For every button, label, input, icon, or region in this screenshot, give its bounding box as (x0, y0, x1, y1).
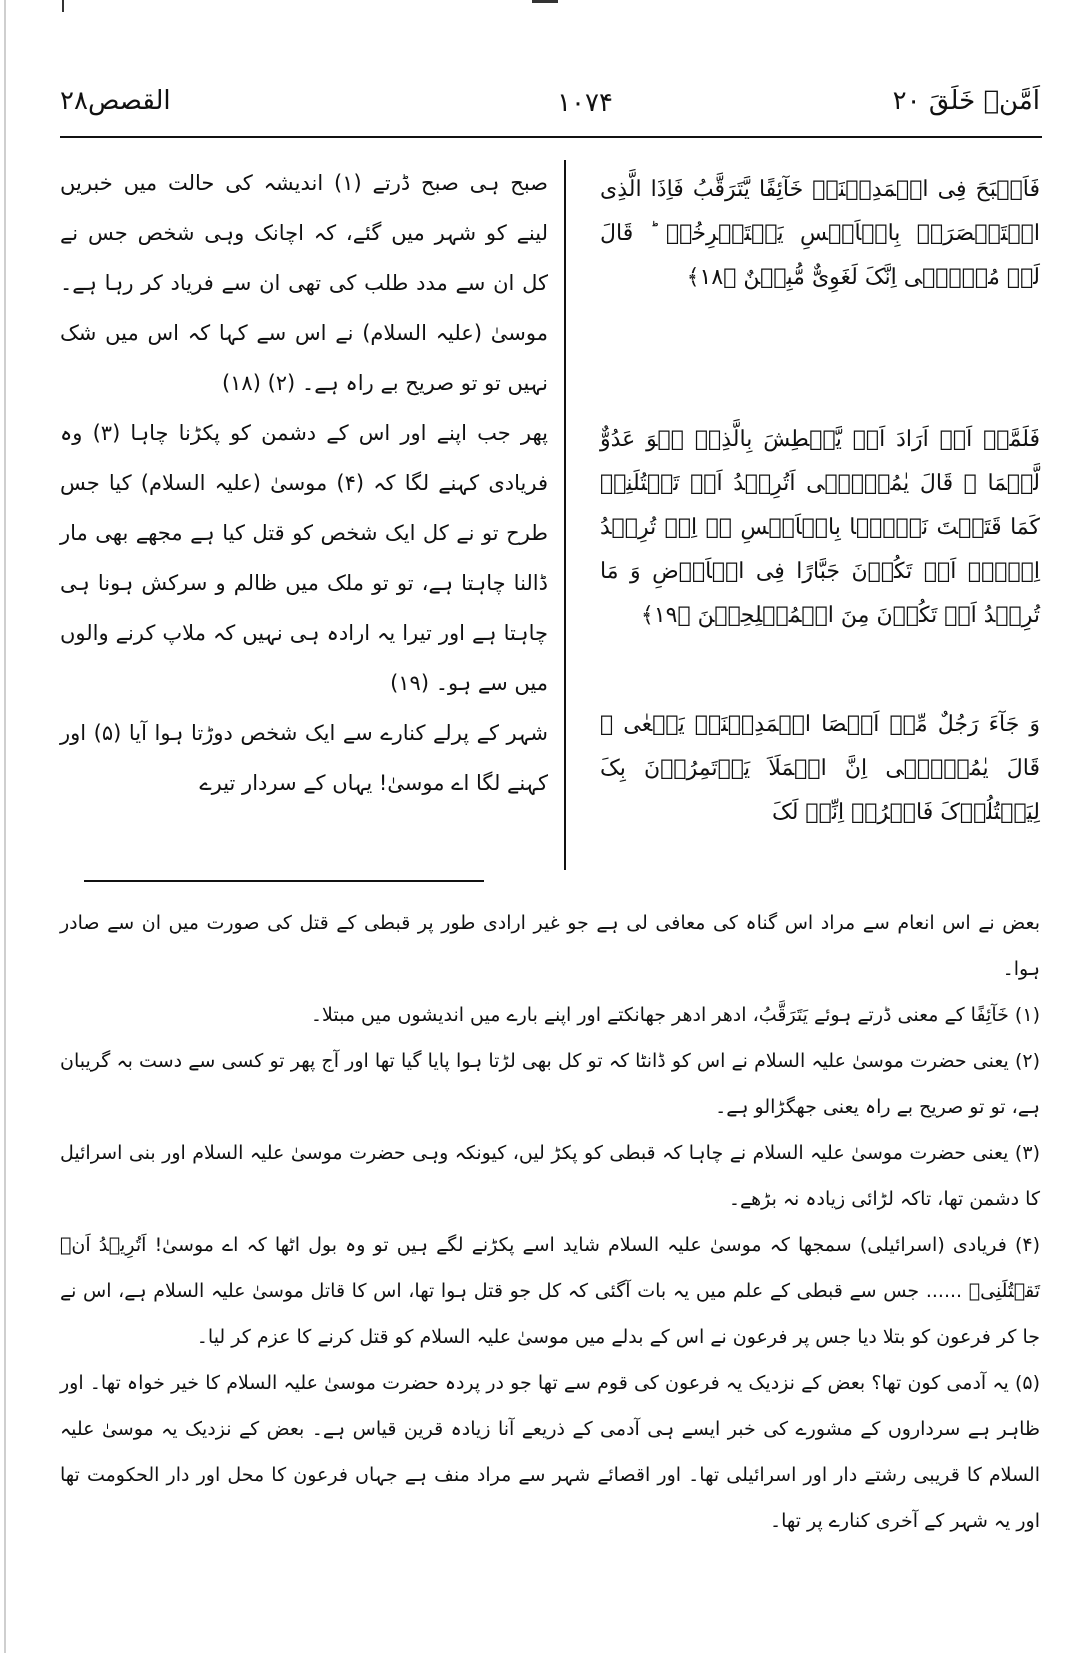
column-divider (564, 160, 566, 870)
footnote-1: (۱) خَآئِفًا کے معنی ڈرتے ہوئے یَتَرَقَّبُ، ادھر ادھر جھانکتے اور اپنے بارے میں اندیشوں میں مبتلا۔ (310, 1004, 1040, 1026)
para-name: اَمَّنۡ خَلَقَ ۲۰ (892, 86, 1040, 116)
page-number: ۱۰۷۴ (557, 88, 613, 118)
ayah-18: فَاَصۡبَحَ فِی الۡمَدِیۡنَۃِ خَآئِفًا یَّتَرَقَّبُ فَاِذَا الَّذِی اسۡتَنۡصَرَہٗ بِالۡاَمۡسِ یَسۡتَصۡرِخُہٗ ؕ قَالَ لَہٗ مُوۡسٰۤی اِنَّکَ لَغَوِیٌّ مُّبِیۡنٌ ﴿۱۸﴾ (600, 177, 1040, 290)
page-header (60, 86, 1040, 130)
footnote-rule (84, 880, 484, 882)
ayah-20: وَ جَآءَ رَجُلٌ مِّنۡ اَقۡصَا الۡمَدِیۡنَۃِ یَسۡعٰی ۫ قَالَ یٰمُوۡسٰۤی اِنَّ الۡمَلَاَ یَاۡتَمِرُوۡنَ بِکَ لِیَقۡتُلُوۡکَ فَاخۡرُجۡ اِنِّیۡ لَکَ (600, 712, 1040, 825)
page-edge (4, 0, 6, 1653)
footnote-3: (۳) یعنی حضرت موسیٰ علیہ السلام نے چاہا کہ قبطی کو پکڑ لیں، کیونکہ وہی حضرت موسیٰ علیہ السلام اور بنی اسرائیل کا دشمن تھا، تاکہ لڑائی زیادہ نہ بڑھے۔ (60, 1142, 1040, 1210)
top-crop-mark (532, 0, 558, 3)
footnote-5: (۵) یہ آدمی کون تھا؟ بعض کے نزدیک یہ فرعون کی قوم سے تھا جو در پردہ حضرت موسیٰ علیہ السلام کا خیر خواہ تھا۔ اور ظاہر ہے سرداروں کے مشورے کی خبر ایسے ہی آدمی کے ذریعے آنا زیادہ قرین قیاس ہے۔ بعض کے نزدیک یہ موسیٰ علیہ السلام کا قریبی رشتے دار اور اسرائیلی تھا۔ اور اقصائے شہر سے مراد منف ہے جہاں فرعون کا محل اور دار الحکومت تھا اور یہ شہر کے آخری کنارے پر تھا۔ (60, 1372, 1040, 1532)
footnote-2: (۲) یعنی حضرت موسیٰ علیہ السلام نے اس کو ڈانٹا کہ تو کل بھی لڑتا ہوا پایا گیا تھا اور آج پھر تو کسی سے دست بہ گریبان ہے، تو تو صریح بے راہ یعنی جھگڑالو ہے۔ (60, 1050, 1040, 1118)
footnote-intro: بعض نے اس انعام سے مراد اس گناہ کی معافی لی ہے جو غیر ارادی طور پر قبطی کے قتل کی صورت میں ان سے صادر ہوا۔ (60, 912, 1040, 980)
header-rule (60, 136, 1042, 138)
top-crop-mark-left (62, 0, 64, 12)
footnote-4: (۴) فریادی (اسرائیلی) سمجھا کہ موسیٰ علیہ السلام شاید اسے پکڑنے لگے ہیں تو وہ بول اٹھا کہ اے موسیٰ! اَتُرِیۡدُ اَنۡ تَقۡتُلَنِیۡ ...... جس سے قبطی کے علم میں یہ بات آگئی کہ کل جو قتل ہوا تھا، اس کا قاتل موسیٰ علیہ السلام ہے، اس نے جا کر فرعون کو بتلا دیا جس پر فرعون نے اس کے بدلے میں موسیٰ علیہ السلام کو قتل کرنے کا عزم کر لیا۔ (60, 1234, 1040, 1348)
translation-19: پھر جب اپنے اور اس کے دشمن کو پکڑنا چاہا (۳) وہ فریادی کہنے لگا کہ (۴) موسیٰ (علیہ السلام) کیا جس طرح تو نے کل ایک شخص کو قتل کیا ہے مجھے بھی مار ڈالنا چاہتا ہے، تو تو ملک میں ظالم و سرکش ہونا ہی چاہتا ہے اور تیرا یہ ارادہ ہی نہیں کہ ملاپ کرنے والوں میں سے ہو۔ (۱۹) (60, 421, 548, 695)
ayah-19: فَلَمَّاۤ اَنۡ اَرَادَ اَنۡ یَّبۡطِشَ بِالَّذِیۡ ہُوَ عَدُوٌّ لَّہُمَا ۙ قَالَ یٰمُوۡسٰۤی اَتُرِیۡدُ اَنۡ تَقۡتُلَنِیۡ کَمَا قَتَلۡتَ نَفۡسًۢا بِالۡاَمۡسِ ٭ۖ اِنۡ تُرِیۡدُ اِلَّاۤ اَنۡ تَکُوۡنَ جَبَّارًا فِی الۡاَرۡضِ وَ مَا تُرِیۡدُ اَنۡ تَکُوۡنَ مِنَ الۡمُصۡلِحِیۡنَ ﴿۱۹﴾ (600, 427, 1040, 628)
translation-column (60, 158, 548, 808)
footnotes (60, 900, 1040, 1544)
surah-name: القصص۲۸ (60, 86, 171, 116)
translation-20: شہر کے پرلے کنارے سے ایک شخص دوڑتا ہوا آیا (۵) اور کہنے لگا اے موسیٰ! یہاں کے سردار تیرے (60, 721, 548, 795)
translation-18: صبح ہی صبح ڈرتے (۱) اندیشہ کی حالت میں خبریں لینے کو شہر میں گئے، کہ اچانک وہی شخص جس نے کل ان سے مدد طلب کی تھی ان سے فریاد کر رہا ہے۔ موسیٰ (علیہ السلام) نے اس سے کہا کہ اس میں شک نہیں تو تو صریح بے راہ ہے۔ (۲) (۱۸) (60, 171, 548, 395)
